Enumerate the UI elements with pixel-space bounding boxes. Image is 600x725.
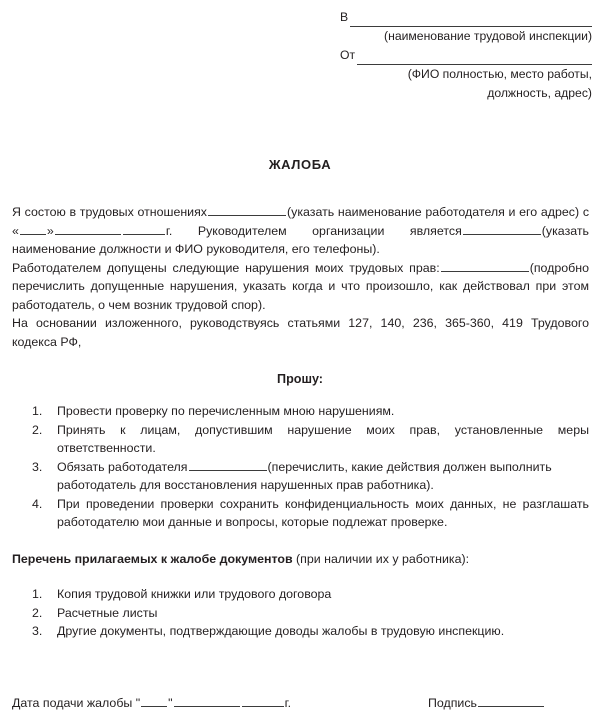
p2-segment-a: Работодателем допущены следующие нарушения моих трудовых прав:: [12, 260, 440, 275]
blank-employer-name[interactable]: [208, 203, 286, 216]
blank-footer-day[interactable]: [141, 694, 167, 707]
addressee-from-row: [340, 46, 592, 65]
request-heading: Прошу:: [277, 372, 323, 386]
list-item-text: [57, 458, 589, 495]
date-prefix-label: Дата подачи жалобы ": [12, 696, 141, 710]
document-body: [12, 203, 589, 351]
p1-segment-a: Я состою в трудовых отношениях: [12, 205, 208, 219]
list-item-text-b: (перечислить, какие действия должен выполнить работодатель для восстановления нарушенных прав работника).: [57, 459, 552, 492]
addressee-to-caption: (наименование трудовой инспекции): [384, 29, 592, 43]
attachments-heading: [12, 550, 589, 569]
list-item-number: 3.: [32, 459, 43, 474]
list-item-text: Провести проверку по перечисленным мною нарушениям.: [57, 404, 395, 418]
list-item-text: Другие документы, подтверждающие доводы жалобы в трудовую инспекцию.: [57, 624, 505, 638]
list-item-number: 1.: [32, 404, 43, 418]
addressee-to-prefix: В: [340, 10, 349, 24]
attachments-list: [12, 585, 589, 641]
list-item: [12, 622, 589, 641]
addressee-from-caption-line1: (ФИО полностью, место работы,: [407, 67, 592, 81]
blank-footer-month[interactable]: [174, 694, 240, 707]
blank-day[interactable]: [20, 222, 46, 235]
list-item: [12, 495, 589, 532]
signature-label: Подпись: [427, 696, 477, 710]
list-item-number: 4.: [32, 496, 43, 511]
addressee-to-row: [340, 8, 592, 27]
p1-segment-b: (указать наименование работодателя и его адрес) с «: [12, 205, 590, 238]
p1-segment-e: (указать наименование должности и ФИО руководителя, его телефоны).: [12, 223, 589, 256]
list-item-number: 3.: [32, 624, 43, 638]
blank-month[interactable]: [55, 222, 121, 235]
list-item: [12, 458, 589, 495]
paragraph-violations: [12, 259, 589, 315]
list-item: [12, 402, 589, 421]
date-suffix-label: г.: [284, 696, 292, 710]
addressee-from-blank[interactable]: [357, 52, 592, 65]
list-item-text-a: Обязать работодателя: [57, 459, 188, 474]
submission-date-field: [12, 694, 291, 713]
blank-director-name[interactable]: [463, 222, 541, 235]
list-item-number: 1.: [32, 587, 43, 601]
list-item-number: 2.: [32, 422, 43, 437]
list-item-number: 2.: [32, 605, 43, 620]
document-footer: [12, 694, 589, 713]
date-mid-label: ": [168, 696, 173, 710]
list-item: [12, 585, 589, 604]
signature-field: [428, 694, 589, 713]
requests-list: [12, 402, 589, 532]
addressee-from-caption-line2: должность, адрес): [487, 86, 592, 100]
page-title: ЖАЛОБА: [268, 157, 332, 172]
paragraph-legal-basis: На основании изложенного, руководствуясь статьями 127, 140, 236, 365-360, 419 Трудового кодекса РФ,: [12, 316, 589, 349]
p1-segment-c: »: [46, 223, 54, 238]
addressee-from-prefix: От: [340, 48, 356, 62]
addressee-to-blank[interactable]: [350, 14, 592, 27]
list-item-text: Принять к лицам, допустившим нарушение моих прав, установленные меры ответственности.: [57, 422, 589, 455]
attachments-heading-rest: (при наличии их у работника):: [292, 552, 470, 566]
list-item-text: Расчетные листы: [57, 605, 158, 620]
blank-required-actions[interactable]: [189, 458, 267, 471]
paragraph-employment-relation: [12, 203, 589, 259]
blank-signature[interactable]: [478, 694, 544, 707]
list-item: [12, 604, 589, 623]
list-item-text: Копия трудовой книжки или трудового договора: [57, 587, 332, 601]
list-item-text: При проведении проверки сохранить конфиденциальность моих данных, не разглашать работодателю мои данные и вопросы, которые подлежат проверке.: [57, 496, 589, 529]
blank-year[interactable]: [123, 222, 165, 235]
blank-violations[interactable]: [441, 259, 529, 272]
addressee-header: [340, 8, 592, 103]
p1-segment-d: г. Руководителем организации является: [165, 223, 462, 238]
p2-segment-b: (подробно перечислить допущенные нарушения, указать когда и что произошло, как действовал при этом работодатель, о чем возник трудовой спор).: [12, 260, 589, 312]
attachments-heading-bold: Перечень прилагаемых к жалобе документов: [12, 552, 293, 566]
list-item: [12, 421, 589, 458]
blank-footer-year[interactable]: [242, 694, 284, 707]
